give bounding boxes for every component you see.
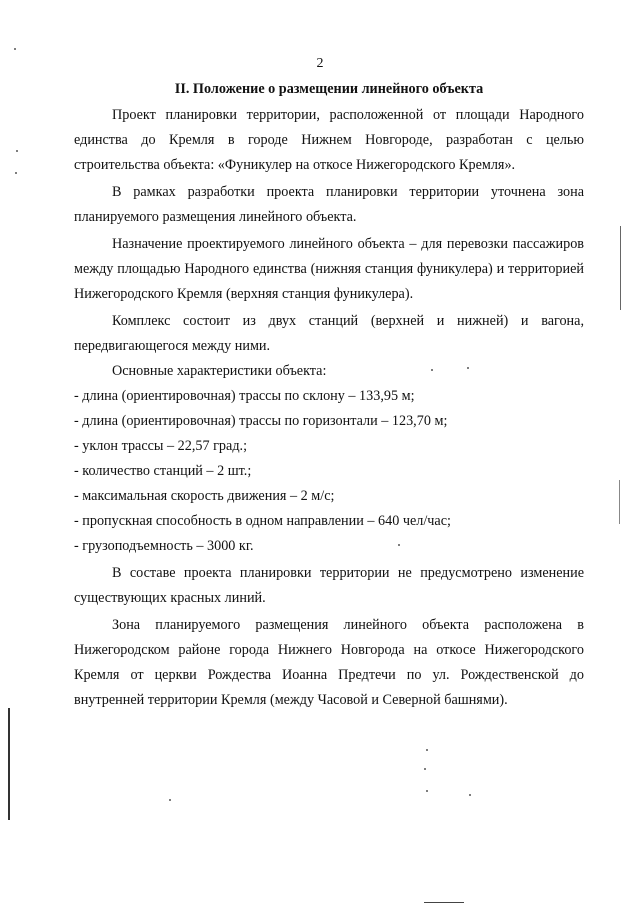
scan-bottom-line	[424, 902, 464, 903]
paragraph-red-lines: В составе проекта планировки территории не предусмотрено изменение существующих красных линий.	[74, 565, 584, 606]
scan-speck	[398, 544, 400, 546]
section-heading: II. Положение о размещении линейного объекта	[174, 81, 484, 97]
paragraph-complex: Комплекс состоит из двух станций (верхней и нижней) и вагона, передвигающегося между ними.	[74, 313, 584, 354]
scan-right-edge-line	[620, 226, 621, 310]
scan-speck	[14, 48, 16, 50]
scan-speck	[426, 790, 428, 792]
scan-margin-line	[8, 708, 10, 820]
scan-speck	[469, 794, 471, 796]
characteristic-item: - пропускная способность в одном направлении – 640 чел/час;	[74, 513, 451, 529]
characteristic-item: - длина (ориентировочная) трассы по горизонтали – 123,70 м;	[74, 413, 448, 429]
scan-right-edge-line	[619, 480, 620, 524]
scan-speck	[15, 172, 17, 174]
scan-speck	[424, 768, 426, 770]
characteristic-item: - длина (ориентировочная) трассы по склону – 133,95 м;	[74, 388, 415, 404]
paragraph-zone-refined: В рамках разработки проекта планировки территории уточнена зона планируемого размещения линейного объекта.	[74, 184, 584, 225]
page-content	[74, 78, 584, 713]
characteristics-list	[74, 384, 584, 559]
scan-speck	[16, 150, 18, 152]
paragraph-purpose: Назначение проектируемого линейного объекта – для перевозки пассажиров между площадью Народного единства (нижняя станция фуникулера) и территорией Нижегородского Кремля (верхняя станция фуникулера).	[74, 236, 584, 302]
characteristic-item: - максимальная скорость движения – 2 м/с;	[74, 488, 335, 504]
scan-speck	[426, 749, 428, 751]
scan-speck	[431, 369, 433, 371]
scan-speck	[467, 367, 469, 369]
characteristic-item: - уклон трассы – 22,57 град.;	[74, 438, 248, 454]
characteristic-item: - грузоподъемность – 3000 кг.	[74, 538, 254, 554]
page-number: 2	[316, 56, 324, 71]
characteristics-intro: Основные характеристики объекта:	[112, 363, 327, 379]
characteristic-item: - количество станций – 2 шт.;	[74, 463, 252, 479]
paragraph-project-description: Проект планировки территории, расположенной от площади Народного единства до Кремля в городе Нижнем Новгороде, разработан с целью строительства объекта: «Фуникулер на откосе Нижегородского Кремля».	[74, 107, 584, 173]
paragraph-zone-location: Зона планируемого размещения линейного объекта расположена в Нижегородском районе города Нижнего Новгорода на откосе Нижегородского Кремля от церкви Рождества Иоанна Предтечи по ул. Рождественской до внутренней территории Кремля (между Часовой и Северной башнями).	[74, 617, 584, 708]
scan-speck	[169, 799, 171, 801]
